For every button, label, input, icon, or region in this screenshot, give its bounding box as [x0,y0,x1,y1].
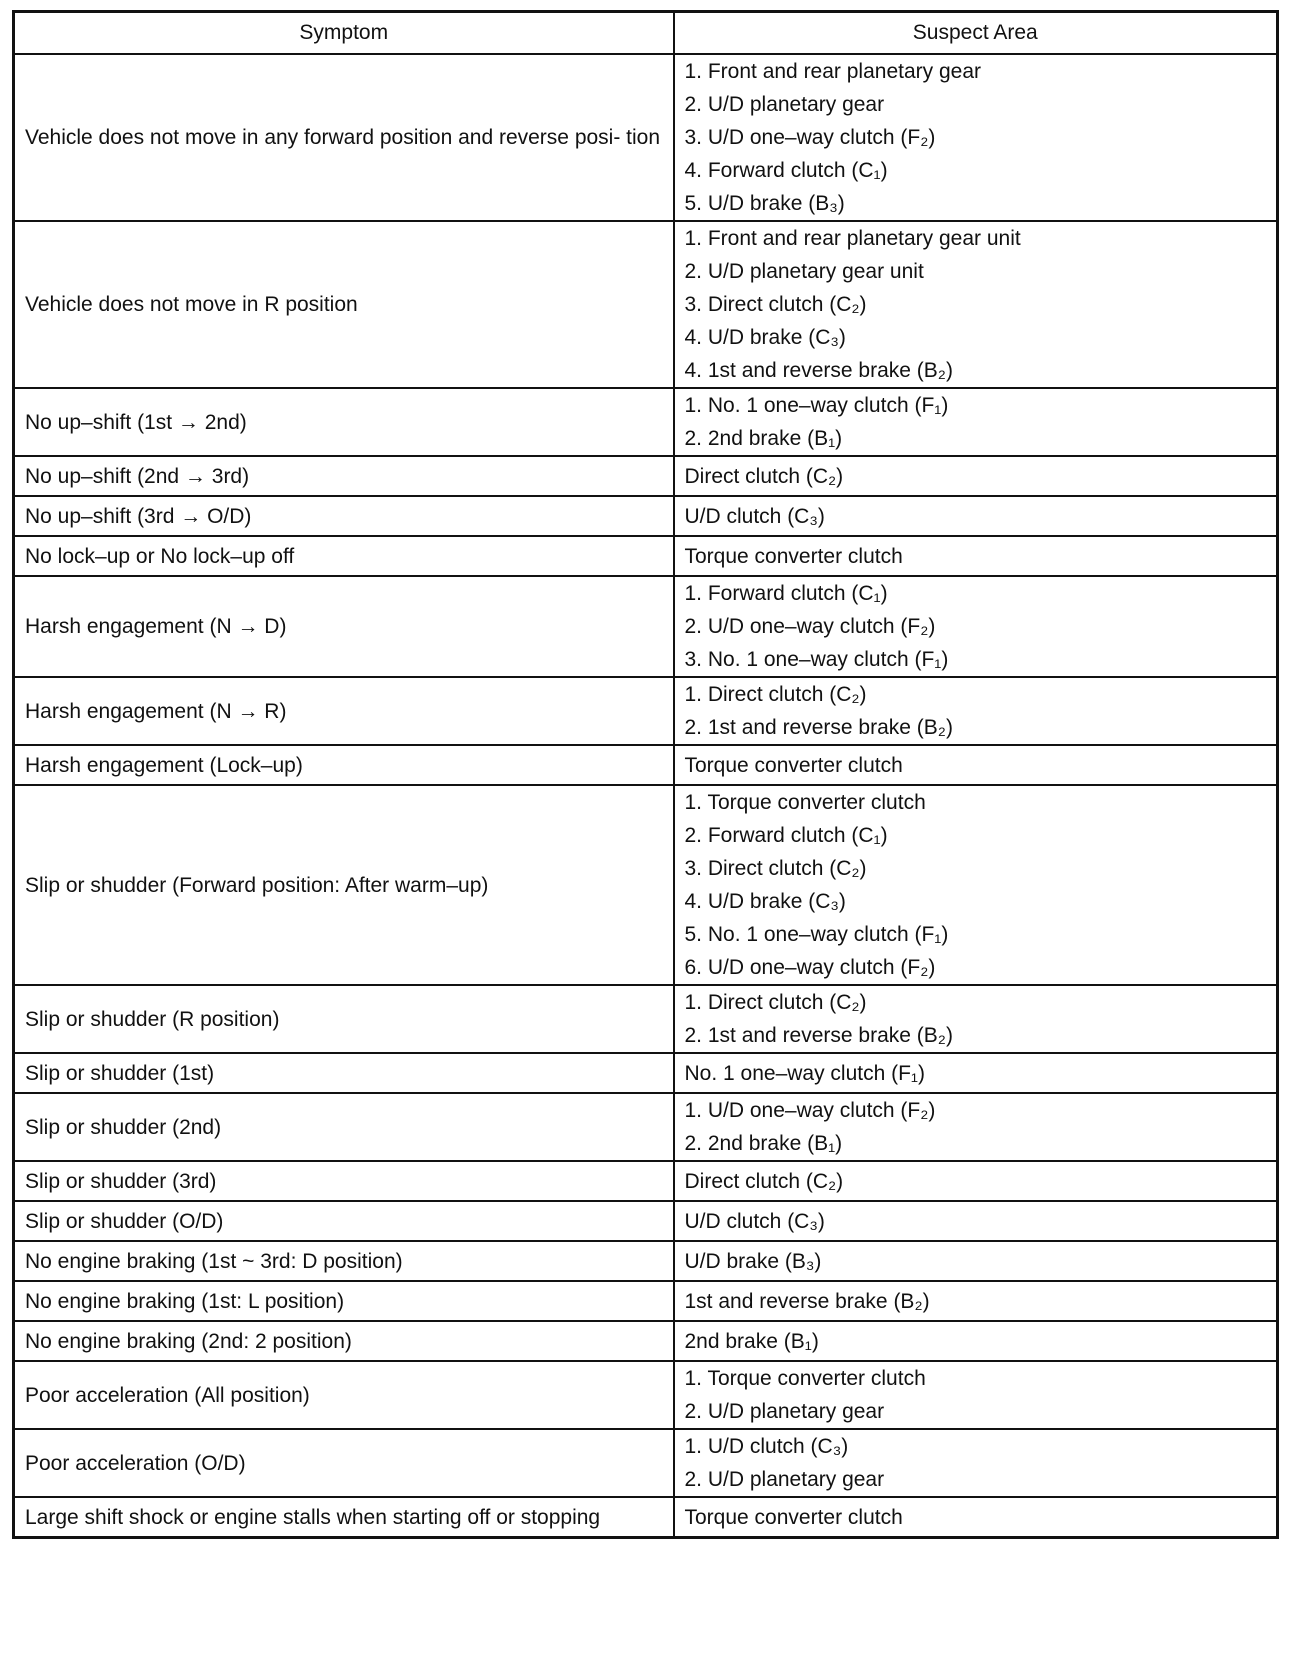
suspect-area-cell [674,1161,1278,1201]
suspect-item: 3. Direct clutch (C₂) [684,293,867,316]
header-symptom: Symptom [14,12,674,55]
symptom-cell: Harsh engagement (N → R) [14,677,674,745]
suspect-item: 4. U/D brake (C₃) [684,326,846,349]
suspect-item: Direct clutch (C₂) [684,1169,844,1193]
symptom-cell: Vehicle does not move in any forward position and reverse posi- tion [14,54,674,221]
symptom-cell: No up–shift (1st → 2nd) [14,388,674,456]
symptom-cell: No engine braking (1st ~ 3rd: D position) [14,1241,674,1281]
suspect-item: 1. U/D one–way clutch (F₂) [684,1099,936,1122]
symptom-cell: Slip or shudder (R position) [14,985,674,1053]
suspect-item: No. 1 one–way clutch (F₁) [684,1061,926,1085]
suspect-item: 2. U/D planetary gear unit [684,260,924,283]
table-row [14,745,1278,785]
suspect-item: 3. U/D one–way clutch (F₂) [684,126,936,149]
table-row [14,54,1278,221]
suspect-item: 5. U/D brake (B₃) [684,192,845,215]
symptom-cell: Slip or shudder (Forward position: After warm–up) [14,785,674,985]
symptom-cell: No up–shift (2nd → 3rd) [14,456,674,496]
suspect-item: 1. Forward clutch (C₁) [684,582,888,605]
table-row [14,1053,1278,1093]
table-row [14,1093,1278,1161]
suspect-item: 1. Direct clutch (C₂) [684,991,867,1014]
suspect-area-cell [674,536,1278,576]
suspect-item: 2. U/D planetary gear [684,1468,885,1491]
symptom-cell: Slip or shudder (O/D) [14,1201,674,1241]
suspect-area-cell [674,1201,1278,1241]
suspect-area-cell [674,456,1278,496]
suspect-item: 2. 1st and reverse brake (B₂) [684,1024,953,1047]
suspect-area-cell [674,1093,1278,1161]
suspect-item: 3. Direct clutch (C₂) [684,857,867,880]
table-row [14,785,1278,985]
suspect-item: Torque converter clutch [684,1505,903,1529]
suspect-item: Direct clutch (C₂) [684,464,844,488]
symptom-table [12,10,1279,1539]
suspect-area-cell [674,54,1278,221]
table-row [14,1281,1278,1321]
suspect-item: 4. Forward clutch (C₁) [684,159,888,182]
suspect-item: 2. 1st and reverse brake (B₂) [684,716,953,739]
symptom-cell: No engine braking (2nd: 2 position) [14,1321,674,1361]
suspect-item: 1. Front and rear planetary gear unit [684,227,1021,250]
suspect-area-cell [674,221,1278,388]
table-row [14,1201,1278,1241]
symptom-cell: Vehicle does not move in R position [14,221,674,388]
suspect-area-cell [674,1281,1278,1321]
suspect-area-cell [674,1497,1278,1538]
suspect-area-cell [674,388,1278,456]
suspect-area-cell [674,496,1278,536]
symptom-cell: Harsh engagement (Lock–up) [14,745,674,785]
suspect-item: U/D clutch (C₃) [684,1209,825,1233]
suspect-area-cell [674,1321,1278,1361]
suspect-area-cell [674,785,1278,985]
suspect-item: 1. No. 1 one–way clutch (F₁) [684,394,949,417]
suspect-item: 4. 1st and reverse brake (B₂) [684,359,953,382]
symptom-cell: No engine braking (1st: L position) [14,1281,674,1321]
table-row [14,1497,1278,1538]
table-row [14,456,1278,496]
table-row [14,1361,1278,1429]
suspect-area-cell [674,677,1278,745]
suspect-area-cell [674,1361,1278,1429]
table-row [14,536,1278,576]
table-row [14,1321,1278,1361]
suspect-item: 1. U/D clutch (C₃) [684,1435,849,1458]
symptom-cell: Harsh engagement (N → D) [14,576,674,677]
suspect-item: 2. U/D one–way clutch (F₂) [684,615,936,638]
suspect-item: 1. Front and rear planetary gear [684,60,982,83]
suspect-item: 1st and reverse brake (B₂) [684,1289,930,1313]
symptom-cell: Large shift shock or engine stalls when starting off or stopping [14,1497,674,1538]
suspect-item: 1. Torque converter clutch [684,1367,926,1390]
table-row [14,1161,1278,1201]
suspect-area-cell [674,985,1278,1053]
symptom-cell: Poor acceleration (O/D) [14,1429,674,1497]
symptom-cell: No up–shift (3rd → O/D) [14,496,674,536]
suspect-item: 6. U/D one–way clutch (F₂) [684,956,936,979]
table-row [14,388,1278,456]
table-body [14,54,1278,1538]
header-suspect-area: Suspect Area [674,12,1278,55]
symptom-cell: Poor acceleration (All position) [14,1361,674,1429]
suspect-item: Torque converter clutch [684,753,903,777]
suspect-item: U/D brake (B₃) [684,1249,822,1273]
table-row [14,221,1278,388]
symptom-cell: Slip or shudder (2nd) [14,1093,674,1161]
suspect-item: 1. Direct clutch (C₂) [684,683,867,706]
suspect-item: 3. No. 1 one–way clutch (F₁) [684,648,949,671]
suspect-area-cell [674,1429,1278,1497]
suspect-item: 2. U/D planetary gear [684,93,885,116]
suspect-area-cell [674,1241,1278,1281]
suspect-item: 2. 2nd brake (B₁) [684,1132,843,1155]
suspect-item: 4. U/D brake (C₃) [684,890,846,913]
table-row [14,1241,1278,1281]
table-row [14,985,1278,1053]
table-row [14,677,1278,745]
suspect-item: 1. Torque converter clutch [684,791,926,814]
suspect-item: 2. U/D planetary gear [684,1400,885,1423]
suspect-item: 2nd brake (B₁) [684,1329,819,1353]
suspect-item: U/D clutch (C₃) [684,504,825,528]
symptom-cell: No lock–up or No lock–up off [14,536,674,576]
table-row [14,496,1278,536]
suspect-area-cell [674,576,1278,677]
table-row [14,1429,1278,1497]
table-row [14,576,1278,677]
symptom-cell: Slip or shudder (1st) [14,1053,674,1093]
suspect-area-cell [674,1053,1278,1093]
suspect-item: 2. 2nd brake (B₁) [684,427,843,450]
header-row [14,12,1278,55]
symptom-cell: Slip or shudder (3rd) [14,1161,674,1201]
suspect-area-cell [674,745,1278,785]
suspect-item: 2. Forward clutch (C₁) [684,824,888,847]
suspect-item: Torque converter clutch [684,544,903,568]
suspect-item: 5. No. 1 one–way clutch (F₁) [684,923,949,946]
